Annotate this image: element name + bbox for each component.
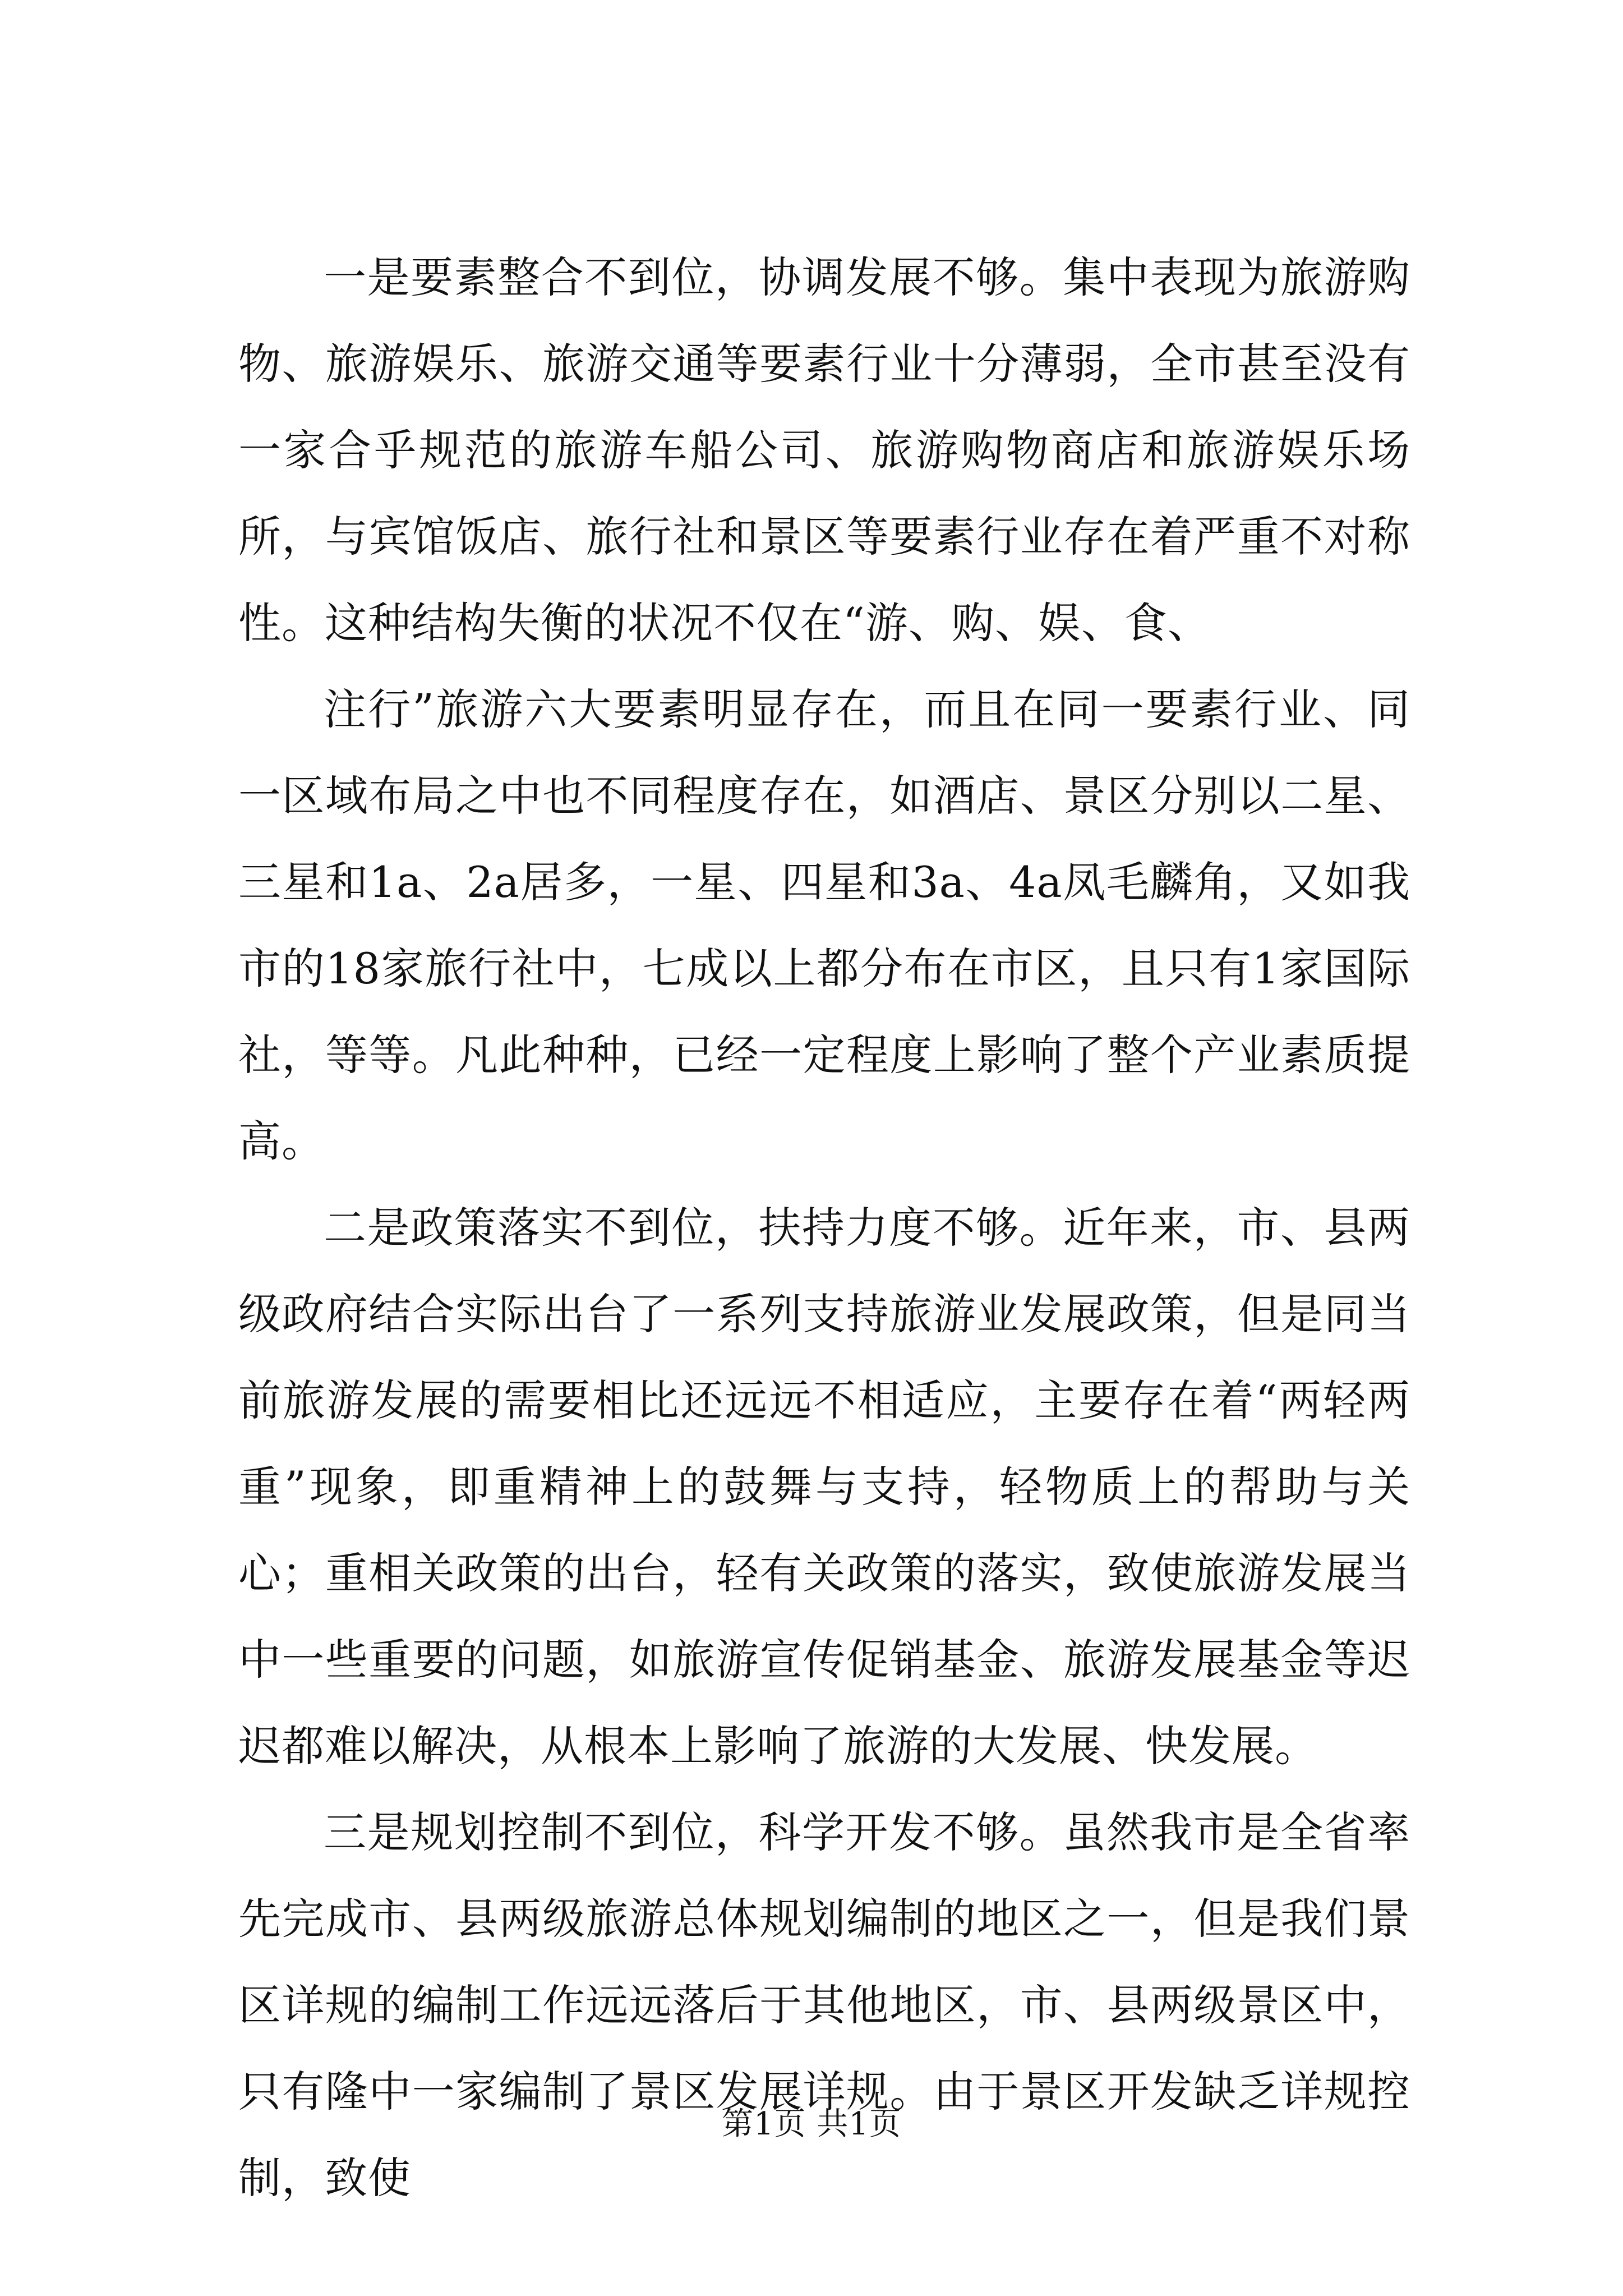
paragraph: 注行”旅游六大要素明显存在，而且在同一要素行业、同一区域布局之中也不同程度存在，如酒店、景区分别以二星、三星和1a、2a居多，一星、四星和3a、4a凤毛麟角，又如我市的18家旅行社中，七成以上都分布在市区，且只有1家国际社，等等。凡此种种，已经一定程度上影响了整个产业素质提高。 (238, 684, 1410, 1166)
paragraph: 三是规划控制不到位，科学开发不够。虽然我市是全省率先完成市、县两级旅游总体规划编制的地区之一，但是我们景区详规的编制工作远远落后于其他地区，市、县两级景区中，只有隆中一家编制了景区发展详规。由于景区开发缺乏详规控制，致使 (238, 1807, 1410, 2203)
document-body (238, 234, 1410, 2221)
paragraph: 一是要素整合不到位，协调发展不够。集中表现为旅游购物、旅游娱乐、旅游交通等要素行业十分薄弱，全市甚至没有一家合乎规范的旅游车船公司、旅游购物商店和旅游娱乐场所，与宾馆饭店、旅行社和景区等要素行业存在着严重不对称性。这种结构失衡的状况不仅在“游、购、娱、食、 (238, 252, 1410, 648)
page-footer (0, 2105, 1623, 2144)
paragraph: 二是政策落实不到位，扶持力度不够。近年来，市、县两级政府结合实际出台了一系列支持旅游业发展政策，但是同当前旅游发展的需要相比还远远不相适应，主要存在着“两轻两重”现象，即重精神上的鼓舞与支持，轻物质上的帮助与关心；重相关政策的出台，轻有关政策的落实，致使旅游发展当中一些重要的问题，如旅游宣传促销基金、旅游发展基金等迟迟都难以解决，从根本上影响了旅游的大发展、快发展。 (238, 1203, 1410, 1771)
page-number-label: 第1页 共1页 (721, 2106, 902, 2142)
